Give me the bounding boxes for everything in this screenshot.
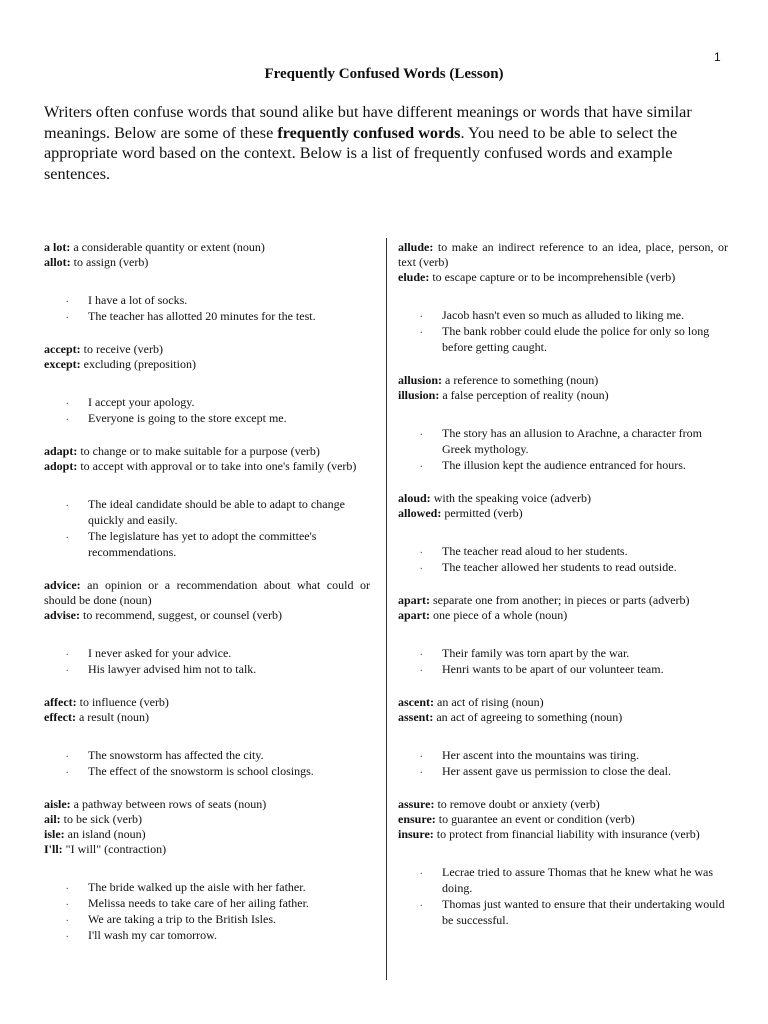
example-sentence: Thomas just wanted to ensure that their undertaking would be successful. bbox=[442, 897, 725, 927]
definition-text: to make an indirect reference to an idea, place, person, or text (verb) bbox=[398, 240, 728, 269]
term: I'll: bbox=[44, 842, 63, 856]
definition bbox=[398, 506, 728, 521]
definition bbox=[44, 578, 370, 608]
term: affect: bbox=[44, 695, 77, 709]
example-item bbox=[44, 895, 370, 911]
definition-text: separate one from another; in pieces or parts (adverb) bbox=[430, 593, 690, 607]
term: aisle: bbox=[44, 797, 71, 811]
definition bbox=[44, 459, 370, 474]
word-entry bbox=[44, 240, 370, 324]
example-sentence: The legislature has yet to adopt the committee's recommendations. bbox=[88, 529, 317, 559]
bullet-icon: . bbox=[420, 765, 423, 776]
definition-text: to guarantee an event or condition (verb) bbox=[435, 812, 635, 826]
example-item bbox=[44, 410, 370, 426]
example-item bbox=[44, 308, 370, 324]
example-item bbox=[398, 747, 728, 763]
definition bbox=[398, 240, 728, 270]
example-sentence: We are taking a trip to the British Isles. bbox=[88, 912, 276, 926]
example-sentence: Henri wants to be apart of our volunteer team. bbox=[442, 662, 664, 676]
bullet-icon: . bbox=[66, 396, 69, 407]
example-item bbox=[398, 425, 728, 457]
term: advice: bbox=[44, 578, 81, 592]
example-item bbox=[44, 661, 370, 677]
definition bbox=[398, 710, 728, 725]
bullet-icon: . bbox=[66, 749, 69, 760]
bullet-icon: . bbox=[420, 459, 423, 470]
bullet-icon: . bbox=[420, 545, 423, 556]
definition bbox=[44, 240, 370, 255]
term: apart: bbox=[398, 608, 430, 622]
definition-text: an island (noun) bbox=[64, 827, 146, 841]
example-item bbox=[398, 457, 728, 473]
definition bbox=[44, 842, 370, 857]
example-list bbox=[398, 307, 728, 355]
example-sentence: The story has an allusion to Arachne, a character from Greek mythology. bbox=[442, 426, 702, 456]
example-sentence: Her assent gave us permission to close the deal. bbox=[442, 764, 671, 778]
definition bbox=[398, 608, 728, 623]
example-item bbox=[44, 528, 370, 560]
bullet-icon: . bbox=[66, 294, 69, 305]
example-list bbox=[44, 496, 370, 560]
example-sentence: Her ascent into the mountains was tiring. bbox=[442, 748, 639, 762]
intro-bold: frequently confused words bbox=[277, 123, 461, 142]
example-sentence: The illusion kept the audience entranced for hours. bbox=[442, 458, 686, 472]
example-sentence: Lecrae tried to assure Thomas that he knew what he was doing. bbox=[442, 865, 714, 895]
term: elude: bbox=[398, 270, 430, 284]
definition-text: a considerable quantity or extent (noun) bbox=[70, 240, 265, 254]
definition bbox=[398, 695, 728, 710]
definition-text: one piece of a whole (noun) bbox=[430, 608, 568, 622]
example-sentence: The teacher has allotted 20 minutes for the test. bbox=[88, 309, 316, 323]
definition-text: to remove doubt or anxiety (verb) bbox=[434, 797, 600, 811]
example-sentence: His lawyer advised him not to talk. bbox=[88, 662, 257, 676]
term: apart: bbox=[398, 593, 430, 607]
term: accept: bbox=[44, 342, 81, 356]
term: insure: bbox=[398, 827, 434, 841]
word-entry bbox=[398, 593, 728, 677]
term: a lot: bbox=[44, 240, 71, 254]
example-sentence: I'll wash my car tomorrow. bbox=[88, 928, 218, 942]
definition-text: to protect from financial liability with insurance (verb) bbox=[433, 827, 700, 841]
definition bbox=[44, 444, 370, 459]
bullet-icon: . bbox=[420, 561, 423, 572]
example-item bbox=[44, 496, 370, 528]
example-item bbox=[44, 747, 370, 763]
definition bbox=[44, 695, 370, 710]
bullet-icon: . bbox=[66, 663, 69, 674]
page-number: 1 bbox=[714, 50, 721, 64]
definition bbox=[44, 812, 370, 827]
example-item bbox=[398, 543, 728, 559]
example-item bbox=[44, 645, 370, 661]
definition bbox=[398, 373, 728, 388]
example-item bbox=[44, 292, 370, 308]
example-list bbox=[398, 645, 728, 677]
left-column bbox=[44, 240, 370, 961]
definition bbox=[44, 797, 370, 812]
example-sentence: Jacob hasn't even so much as alluded to liking me. bbox=[442, 308, 685, 322]
example-sentence: The bank robber could elude the police for only so long before getting caught. bbox=[442, 324, 710, 354]
example-list bbox=[398, 864, 728, 928]
definition-text: an opinion or a recommendation about what could or should be done (noun) bbox=[44, 578, 370, 607]
column-divider bbox=[386, 238, 387, 980]
definition bbox=[44, 357, 370, 372]
example-list bbox=[44, 292, 370, 324]
example-list bbox=[44, 747, 370, 779]
example-list bbox=[398, 543, 728, 575]
definition bbox=[398, 812, 728, 827]
word-entry bbox=[44, 342, 370, 426]
definition bbox=[398, 797, 728, 812]
definition-text: a false perception of reality (noun) bbox=[439, 388, 609, 402]
page-title: Frequently Confused Words (Lesson) bbox=[264, 66, 504, 82]
example-sentence: The bride walked up the aisle with her father. bbox=[88, 880, 306, 894]
example-item bbox=[398, 307, 728, 323]
bullet-icon: . bbox=[420, 749, 423, 760]
bullet-icon: . bbox=[420, 866, 423, 877]
definition-text: to escape capture or to be incomprehensible (verb) bbox=[429, 270, 676, 284]
term: assent: bbox=[398, 710, 434, 724]
term: ensure: bbox=[398, 812, 436, 826]
definition-text: excluding (preposition) bbox=[80, 357, 196, 371]
term: adopt: bbox=[44, 459, 78, 473]
definition-text: to be sick (verb) bbox=[60, 812, 142, 826]
definition-text: permitted (verb) bbox=[441, 506, 523, 520]
bullet-icon: . bbox=[66, 530, 69, 541]
definition-text: to change or to make suitable for a purpose (verb) bbox=[77, 444, 320, 458]
bullet-icon: . bbox=[66, 929, 69, 940]
definition-text: a result (noun) bbox=[75, 710, 149, 724]
definition bbox=[44, 827, 370, 842]
term: advise: bbox=[44, 608, 80, 622]
term: effect: bbox=[44, 710, 76, 724]
term: aloud: bbox=[398, 491, 431, 505]
word-entry bbox=[44, 797, 370, 943]
intro-text-2: . You need to be able to select the appropriate word based on the context. Below is a list of frequently confused words and example sentences. bbox=[44, 123, 678, 183]
bullet-icon: . bbox=[66, 498, 69, 509]
example-list bbox=[398, 425, 728, 473]
definition bbox=[398, 827, 728, 842]
term: ail: bbox=[44, 812, 61, 826]
word-entry bbox=[44, 444, 370, 560]
definition-text: a reference to something (noun) bbox=[442, 373, 599, 387]
word-entry bbox=[398, 240, 728, 355]
example-item bbox=[398, 763, 728, 779]
example-item bbox=[398, 661, 728, 677]
definition bbox=[44, 710, 370, 725]
example-sentence: Melissa needs to take care of her ailing father. bbox=[88, 896, 309, 910]
word-entry bbox=[398, 373, 728, 473]
definition-text: an act of agreeing to something (noun) bbox=[433, 710, 623, 724]
example-sentence: The ideal candidate should be able to adapt to change quickly and easily. bbox=[88, 497, 345, 527]
word-entry bbox=[398, 491, 728, 575]
example-item bbox=[398, 864, 728, 896]
example-sentence: I never asked for your advice. bbox=[88, 646, 232, 660]
definition-text: to accept with approval or to take into one's family (verb) bbox=[77, 459, 357, 473]
example-list bbox=[44, 645, 370, 677]
example-sentence: The teacher read aloud to her students. bbox=[442, 544, 628, 558]
term: allude: bbox=[398, 240, 434, 254]
word-entry bbox=[44, 695, 370, 779]
bullet-icon: . bbox=[420, 427, 423, 438]
example-item bbox=[398, 896, 728, 928]
definition-text: an act of rising (noun) bbox=[434, 695, 544, 709]
example-sentence: The snowstorm has affected the city. bbox=[88, 748, 264, 762]
definition bbox=[398, 388, 728, 403]
definition-text: to receive (verb) bbox=[80, 342, 163, 356]
definition bbox=[398, 593, 728, 608]
bullet-icon: . bbox=[66, 310, 69, 321]
term: assure: bbox=[398, 797, 435, 811]
intro-paragraph bbox=[44, 102, 724, 184]
term: isle: bbox=[44, 827, 65, 841]
term: except: bbox=[44, 357, 81, 371]
definition-text: a pathway between rows of seats (noun) bbox=[70, 797, 267, 811]
example-sentence: Their family was torn apart by the war. bbox=[442, 646, 630, 660]
term: allusion: bbox=[398, 373, 443, 387]
example-sentence: Everyone is going to the store except me. bbox=[88, 411, 287, 425]
example-list bbox=[44, 879, 370, 943]
term: illusion: bbox=[398, 388, 440, 402]
example-sentence: I have a lot of socks. bbox=[88, 293, 188, 307]
example-list bbox=[44, 394, 370, 426]
bullet-icon: . bbox=[66, 881, 69, 892]
bullet-icon: . bbox=[420, 898, 423, 909]
bullet-icon: . bbox=[420, 663, 423, 674]
example-list bbox=[398, 747, 728, 779]
word-entry bbox=[398, 695, 728, 779]
example-item bbox=[44, 394, 370, 410]
example-item bbox=[398, 645, 728, 661]
definition-text: to recommend, suggest, or counsel (verb) bbox=[80, 608, 282, 622]
bullet-icon: . bbox=[420, 325, 423, 336]
definition-text: with the speaking voice (adverb) bbox=[430, 491, 591, 505]
word-entry bbox=[398, 797, 728, 928]
example-item bbox=[398, 323, 728, 355]
example-sentence: The teacher allowed her students to read outside. bbox=[442, 560, 677, 574]
term: ascent: bbox=[398, 695, 434, 709]
term: allot: bbox=[44, 255, 71, 269]
example-sentence: The effect of the snowstorm is school closings. bbox=[88, 764, 314, 778]
bullet-icon: . bbox=[66, 913, 69, 924]
definition bbox=[44, 255, 370, 270]
definition-text: to influence (verb) bbox=[76, 695, 169, 709]
example-sentence: I accept your apology. bbox=[88, 395, 195, 409]
bullet-icon: . bbox=[420, 647, 423, 658]
bullet-icon: . bbox=[420, 309, 423, 320]
bullet-icon: . bbox=[66, 897, 69, 908]
right-column bbox=[398, 240, 728, 946]
definition bbox=[398, 270, 728, 285]
definition bbox=[398, 491, 728, 506]
term: adapt: bbox=[44, 444, 78, 458]
definition-text: "I will" (contraction) bbox=[62, 842, 167, 856]
example-item bbox=[44, 927, 370, 943]
term: allowed: bbox=[398, 506, 442, 520]
definition-text: to assign (verb) bbox=[70, 255, 149, 269]
example-item bbox=[44, 911, 370, 927]
example-item bbox=[44, 879, 370, 895]
definition bbox=[44, 608, 370, 623]
definition bbox=[44, 342, 370, 357]
example-item bbox=[398, 559, 728, 575]
bullet-icon: . bbox=[66, 765, 69, 776]
intro-text-1: Writers often confuse words that sound alike but have different meanings or words that have similar meanings. Below are some of these bbox=[44, 103, 692, 142]
bullet-icon: . bbox=[66, 647, 69, 658]
word-entry bbox=[44, 578, 370, 677]
example-item bbox=[44, 763, 370, 779]
bullet-icon: . bbox=[66, 412, 69, 423]
